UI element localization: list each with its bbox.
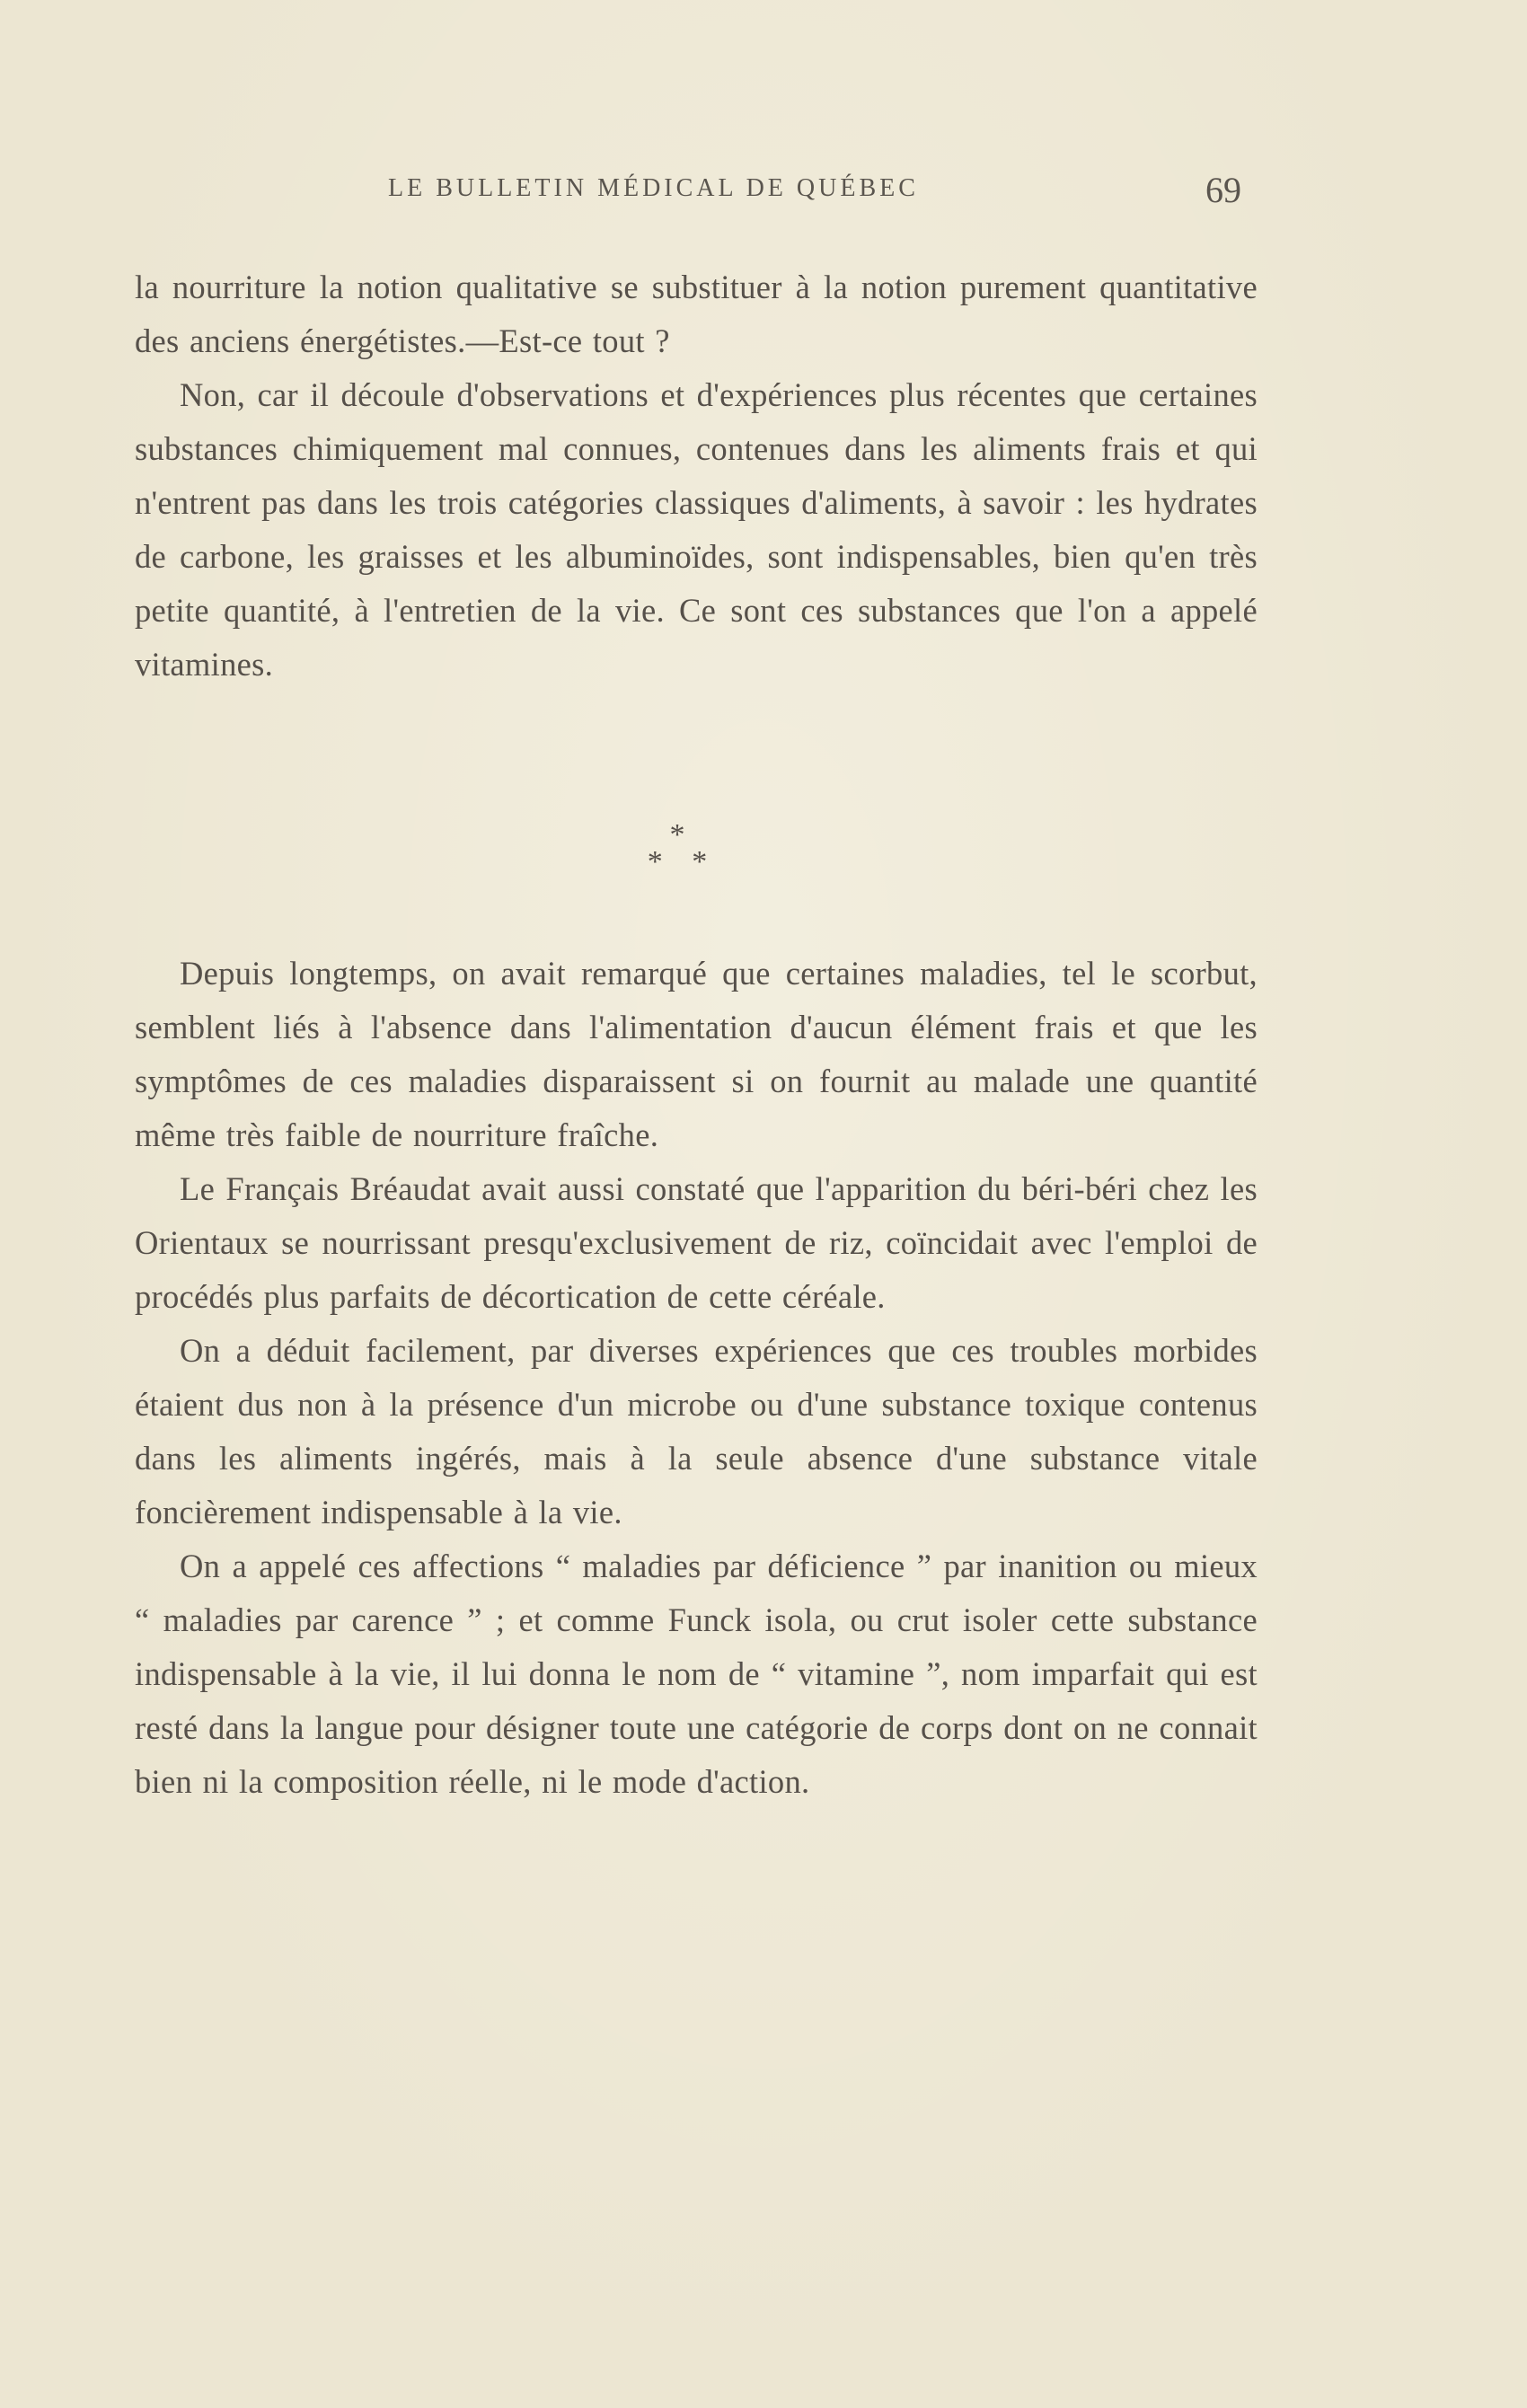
paragraph: On a déduit facilement, par diverses expériences que ces troubles morbides étaient dus non à la présence d'un microbe ou d'une substance toxique contenus dans les aliments ingérés, mais à la seule absence d'une substance vitale foncièrement indispensable à la vie. xyxy=(135,1332,1258,1530)
section-separator xyxy=(629,818,737,878)
separator-star-top: * xyxy=(669,818,696,851)
paragraph: Depuis longtemps, on avait remarqué que certaines maladies, tel le scorbut, semblent liés à l'absence dans l'alimentation d'aucun élément frais et que les symptômes de ces maladies disparaissent si on fournit au malade une quantité même très faible de nourriture fraîche. xyxy=(135,955,1258,1153)
paragraph: On a appelé ces affections “ maladies par déficience ” par inanition ou mieux “ maladies par carence ” ; et comme Funck isola, ou crut isoler cette substance indispensable à la vie, il lui donna le nom de “ vitamine ”, nom imparfait qui est resté dans la langue pour désigner toute une catégorie de corps dont on ne connait bien ni la composition réelle, ni le mode d'action. xyxy=(135,1548,1258,1800)
text-section-1 xyxy=(135,260,1258,692)
paragraph: la nourriture la notion qualitative se substituer à la notion purement quantitative des anciens énergétistes.—Est-ce tout ? xyxy=(135,269,1258,359)
separator-stars-bottom: * * xyxy=(647,845,719,878)
paragraph: Le Français Bréaudat avait aussi constaté que l'apparition du béri-béri chez les Orientaux se nourrissant presqu'exclusivement de riz, coïncidait avec l'emploi de procédés plus parfaits de décortication de cette céréale. xyxy=(135,1170,1258,1315)
text-section-2 xyxy=(135,947,1258,1809)
paragraph: Non, car il découle d'observations et d'expériences plus récentes que certaines substances chimiquement mal connues, contenues dans les aliments frais et qui n'entrent pas dans les trois catégories classiques d'aliments, à savoir : les hydrates de carbone, les graisses et les albuminoïdes, sont indispensables, bien qu'en très petite quantité, à l'entretien de la vie. Ce sont ces substances que l'on a appelé vitamines. xyxy=(135,376,1258,683)
page-header xyxy=(135,169,1258,214)
running-title: LE BULLETIN MÉDICAL DE QUÉBEC xyxy=(388,174,919,202)
page-number: 69 xyxy=(1205,170,1241,210)
